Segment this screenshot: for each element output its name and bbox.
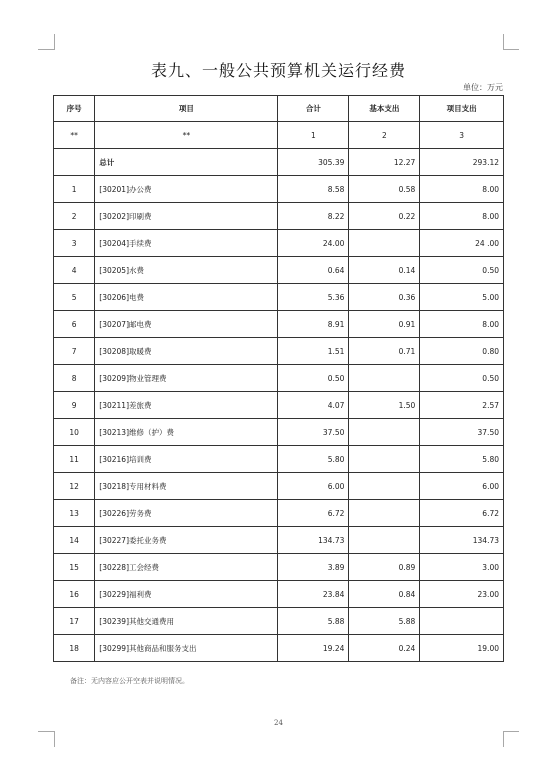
row-basic [349,500,420,527]
row-no: 17 [54,608,95,635]
row-no: 10 [54,419,95,446]
row-basic [349,365,420,392]
crop-mark-bottom-right-v [503,731,504,747]
crop-mark-bottom-left-h [38,731,54,732]
crop-mark-bottom-left-v [54,731,55,747]
row-basic [349,419,420,446]
row-project: 8.00 [420,203,504,230]
row-no: 16 [54,581,95,608]
table-row [54,527,504,554]
row-item: [30209]物业管理费 [95,365,278,392]
row-basic [349,473,420,500]
row-basic: 0.58 [349,176,420,203]
row-total: 19.24 [278,635,349,662]
row-total: 1.51 [278,338,349,365]
table-row [54,176,504,203]
row-total: 23.84 [278,581,349,608]
row-project: 19.00 [420,635,504,662]
row-project [420,608,504,635]
table-row [54,419,504,446]
crop-mark-top-right-h [503,49,519,50]
crop-mark-top-left-h [38,49,54,50]
row-no: 6 [54,311,95,338]
row-total: 8.58 [278,176,349,203]
row-no: 18 [54,635,95,662]
row-basic: 0.89 [349,554,420,581]
table-row [54,392,504,419]
table-row [54,284,504,311]
row-item: [30299]其他商品和服务支出 [95,635,278,662]
index-row [54,122,504,149]
row-no: 11 [54,446,95,473]
row-no: 13 [54,500,95,527]
row-project: 3.00 [420,554,504,581]
row-item: [30207]邮电费 [95,311,278,338]
row-no: 8 [54,365,95,392]
row-total: 3.89 [278,554,349,581]
row-basic: 0.84 [349,581,420,608]
total-label: 总计 [95,149,278,176]
row-item: [30205]水费 [95,257,278,284]
row-no: 4 [54,257,95,284]
table-row [54,581,504,608]
row-item: [30213]维修（护）费 [95,419,278,446]
table-row [54,554,504,581]
row-no: 12 [54,473,95,500]
row-total: 134.73 [278,527,349,554]
row-no: 2 [54,203,95,230]
total-row [54,149,504,176]
index-cell: 1 [278,122,349,149]
table-row [54,311,504,338]
row-project: 0.50 [420,365,504,392]
total-total: 305.39 [278,149,349,176]
row-no: 15 [54,554,95,581]
row-item: [30228]工会经费 [95,554,278,581]
row-total: 6.00 [278,473,349,500]
row-no: 7 [54,338,95,365]
row-item: [30208]取暖费 [95,338,278,365]
page-number: 24 [274,719,283,727]
header-no: 序号 [54,96,95,122]
row-total: 4.07 [278,392,349,419]
row-total: 8.22 [278,203,349,230]
row-basic [349,527,420,554]
row-no: 3 [54,230,95,257]
row-basic: 1.50 [349,392,420,419]
row-project: 0.80 [420,338,504,365]
row-item: [30206]电费 [95,284,278,311]
row-basic: 0.36 [349,284,420,311]
crop-mark-top-right-v [503,34,504,50]
budget-table [53,95,504,662]
row-no: 14 [54,527,95,554]
row-basic: 0.91 [349,311,420,338]
total-no [54,149,95,176]
row-project: 0.50 [420,257,504,284]
row-no: 9 [54,392,95,419]
table-header-row [54,96,504,122]
row-total: 5.80 [278,446,349,473]
row-no: 1 [54,176,95,203]
unit-label: 单位：万元 [463,83,503,92]
row-item: [30202]印刷费 [95,203,278,230]
header-project: 项目支出 [420,96,504,122]
row-item: [30216]培训费 [95,446,278,473]
table-row [54,203,504,230]
row-basic: 0.22 [349,203,420,230]
row-project: 37.50 [420,419,504,446]
row-project: 8.00 [420,311,504,338]
crop-mark-top-left-v [54,34,55,50]
row-project: 6.72 [420,500,504,527]
row-total: 6.72 [278,500,349,527]
row-basic [349,446,420,473]
row-project: 24 .00 [420,230,504,257]
table-row [54,338,504,365]
table-row [54,257,504,284]
header-basic: 基本支出 [349,96,420,122]
row-basic: 0.14 [349,257,420,284]
crop-mark-bottom-right-h [503,731,519,732]
table-row [54,365,504,392]
row-total: 0.64 [278,257,349,284]
row-no: 5 [54,284,95,311]
row-basic: 5.88 [349,608,420,635]
row-total: 5.36 [278,284,349,311]
table-row [54,446,504,473]
header-total: 合计 [278,96,349,122]
row-project: 23.00 [420,581,504,608]
row-item: [30204]手续费 [95,230,278,257]
table-row [54,500,504,527]
row-project: 134.73 [420,527,504,554]
row-project: 5.00 [420,284,504,311]
total-basic: 12.27 [349,149,420,176]
row-item: [30218]专用材料费 [95,473,278,500]
table-row [54,608,504,635]
row-project: 8.00 [420,176,504,203]
row-basic [349,230,420,257]
page-title: 表九、一般公共预算机关运行经费 [150,61,406,80]
row-total: 0.50 [278,365,349,392]
table-row [54,473,504,500]
row-item: [30229]福利费 [95,581,278,608]
row-total: 8.91 [278,311,349,338]
table-row [54,230,504,257]
header-item: 项目 [95,96,278,122]
row-basic: 0.24 [349,635,420,662]
footnote: 备注：无内容应公开空表并说明情况。 [70,677,189,685]
row-total: 24.00 [278,230,349,257]
row-item: [30211]差旅费 [95,392,278,419]
row-total: 5.88 [278,608,349,635]
row-basic: 0.71 [349,338,420,365]
index-cell: 3 [420,122,504,149]
row-project: 5.80 [420,446,504,473]
index-cell: ** [54,122,95,149]
index-cell: 2 [349,122,420,149]
total-project: 293.12 [420,149,504,176]
row-project: 2.57 [420,392,504,419]
index-cell: ** [95,122,278,149]
row-item: [30227]委托业务费 [95,527,278,554]
row-total: 37.50 [278,419,349,446]
row-item: [30201]办公费 [95,176,278,203]
table-row [54,635,504,662]
row-project: 6.00 [420,473,504,500]
row-item: [30239]其他交通费用 [95,608,278,635]
row-item: [30226]劳务费 [95,500,278,527]
